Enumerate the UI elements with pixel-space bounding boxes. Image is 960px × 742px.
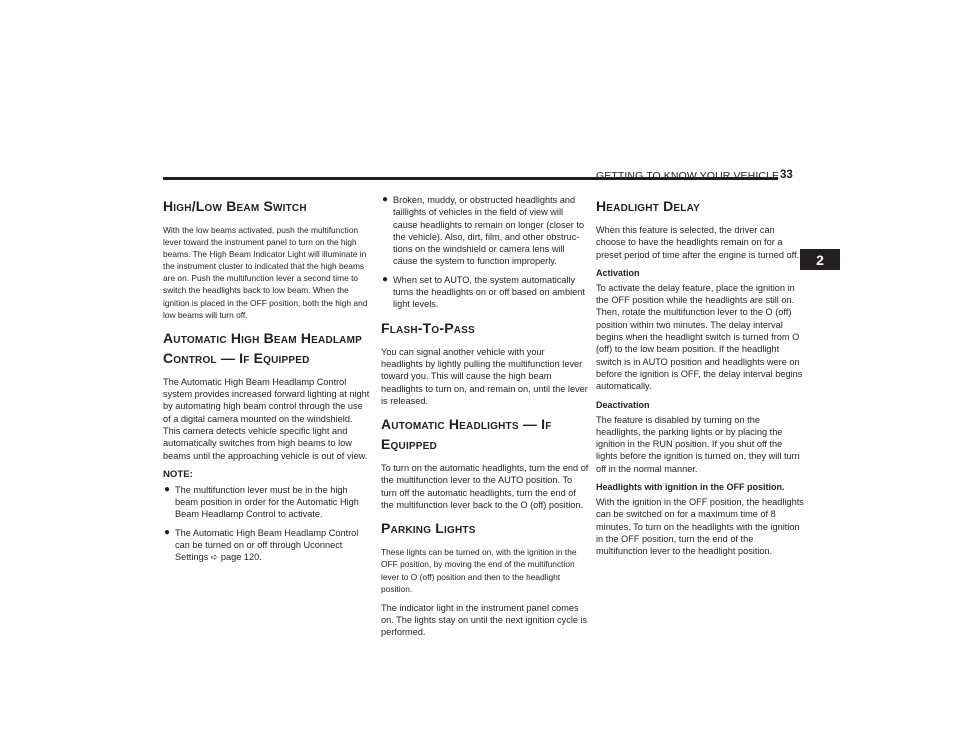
- bullet-icon: ●: [382, 194, 389, 205]
- paragraph-headlight-delay: When this feature is selected, the driver can choose to have the headlights remain on for a preset period of time after the engine is turned off.: [596, 225, 800, 260]
- heading-flash-to-pass: Flash-To-Pass: [381, 319, 475, 336]
- page-reference-link[interactable]: page 120.: [220, 552, 262, 563]
- note-list-continued: [381, 194, 589, 311]
- list-item-text: The Automatic High Beam Headlamp Control can be turned on or off through Uconnect Settings: [175, 527, 359, 563]
- heading-headlight-delay: Headlight Delay: [596, 198, 700, 214]
- running-head-title: GETTING TO KNOW YOUR VEHICLE: [596, 170, 780, 182]
- list-item: [381, 274, 589, 311]
- note-label: NOTE:: [163, 468, 193, 480]
- subheading-activation: Activation: [596, 267, 640, 278]
- paragraph-automatic-headlights: To turn on the automatic headlights, turn the end of the multifunction lever to the AUTO position. To turn off the automatic headlights, turn the end of the multifunction lever back to the O (off) position.: [381, 463, 589, 511]
- paragraph-deactivation: The feature is disabled by turning on the headlights, the parking lights or by placing the ignition in the RUN position. If you shut off the lights before the ignition is turned on, they will turn off in the normal manner.: [596, 414, 800, 474]
- paragraph-automatic-high-beam: The Automatic High Beam Headlamp Control system provides increased forward lighting at night by automating high beam control through the use of a digital camera mounted on the windshield. This camera detects vehicle specific light and automatically switches from high beams to low beams until the approaching vehicle is out of view.: [163, 376, 370, 461]
- list-item: [163, 484, 371, 521]
- bullet-icon: ●: [164, 483, 171, 495]
- page-reference-arrow-icon: ➪: [210, 552, 219, 563]
- chapter-tab: 2: [800, 249, 840, 270]
- subheading-ignition-off: Headlights with ignition in the OFF position.: [596, 482, 785, 493]
- column-2: [381, 192, 589, 646]
- column-3: [596, 192, 804, 565]
- list-item-text: The multifunction lever must be in the high beam position in order for the Automatic High Beam Headlamp Control to activate.: [175, 484, 359, 520]
- list-item: [381, 194, 589, 268]
- subheading-deactivation: Deactivation: [596, 399, 650, 410]
- heading-automatic-headlights: Automatic Headlights — If Equipped: [381, 416, 552, 453]
- paragraph-ignition-off: With the ignition in the OFF position, the headlights can be switched on for a maximum time of 8 minutes. To turn on the headlights with the ignition in the OFF position, turn the end of the multifunction lever to the headlight position.: [596, 497, 804, 557]
- list-item: [163, 527, 371, 564]
- heading-high-low-beam-switch: High/Low Beam Switch: [163, 198, 307, 214]
- paragraph-parking-lights: These lights can be turned on, with the ignition in the OFF position, by moving the end of the multifunction lever to O (off) position and then to the headlight position.: [381, 547, 577, 594]
- paragraph-high-low-beam: With the low beams activated, push the multifunction lever toward the instrument panel to turn on the high beams. The High Beam Indicator Light will illuminate in the instrument cluster to indicated that the high beams are on. Push the multifunction lever a second time to switch the headlights back to low beam. When the ignition is placed in the OFF position, both the high and low beams will turn off.: [163, 225, 368, 320]
- bullet-icon: ●: [382, 273, 389, 285]
- list-item-text: When set to AUTO, the system automatically turns the headlights on or off based on ambient light levels.: [393, 274, 585, 310]
- paragraph-indicator-light: The indicator light in the instrument panel comes on. The lights stay on until the next ignition cycle is performed.: [381, 602, 588, 638]
- heading-parking-lights: Parking Lights: [381, 520, 476, 537]
- note-list: [163, 484, 371, 564]
- page-number: 33: [780, 169, 793, 181]
- list-item-text: Broken, muddy, or obstructed headlights and taillights of vehicles in the field of view will cause headlights to remain on longer (closer to the vehicle). Also, dirt, film, and other obstruc-tions on the windshield or camera lens will cause the system to function improperly.: [393, 195, 585, 267]
- bullet-icon: ●: [164, 526, 171, 538]
- heading-automatic-high-beam: Automatic High Beam Headlamp Control — If Equipped: [163, 329, 362, 366]
- paragraph-activation: To activate the delay feature, place the ignition in the OFF position while the headlights are still on. Then, rotate the multifunction lever to the O (off) position within two minutes. The delay interval begins when the headlight switch is turned from O (off) to the low beam position. If the headlight switch is in AUTO position and headlights were on before the ignition is OFF, the delay interval begins automatically.: [596, 282, 803, 392]
- column-1: [163, 192, 371, 571]
- paragraph-flash-to-pass: You can signal another vehicle with your headlights by lightly pulling the multifunction lever toward you. This will cause the high beam headlights to turn on, and remain on, until the lever is released.: [381, 346, 588, 406]
